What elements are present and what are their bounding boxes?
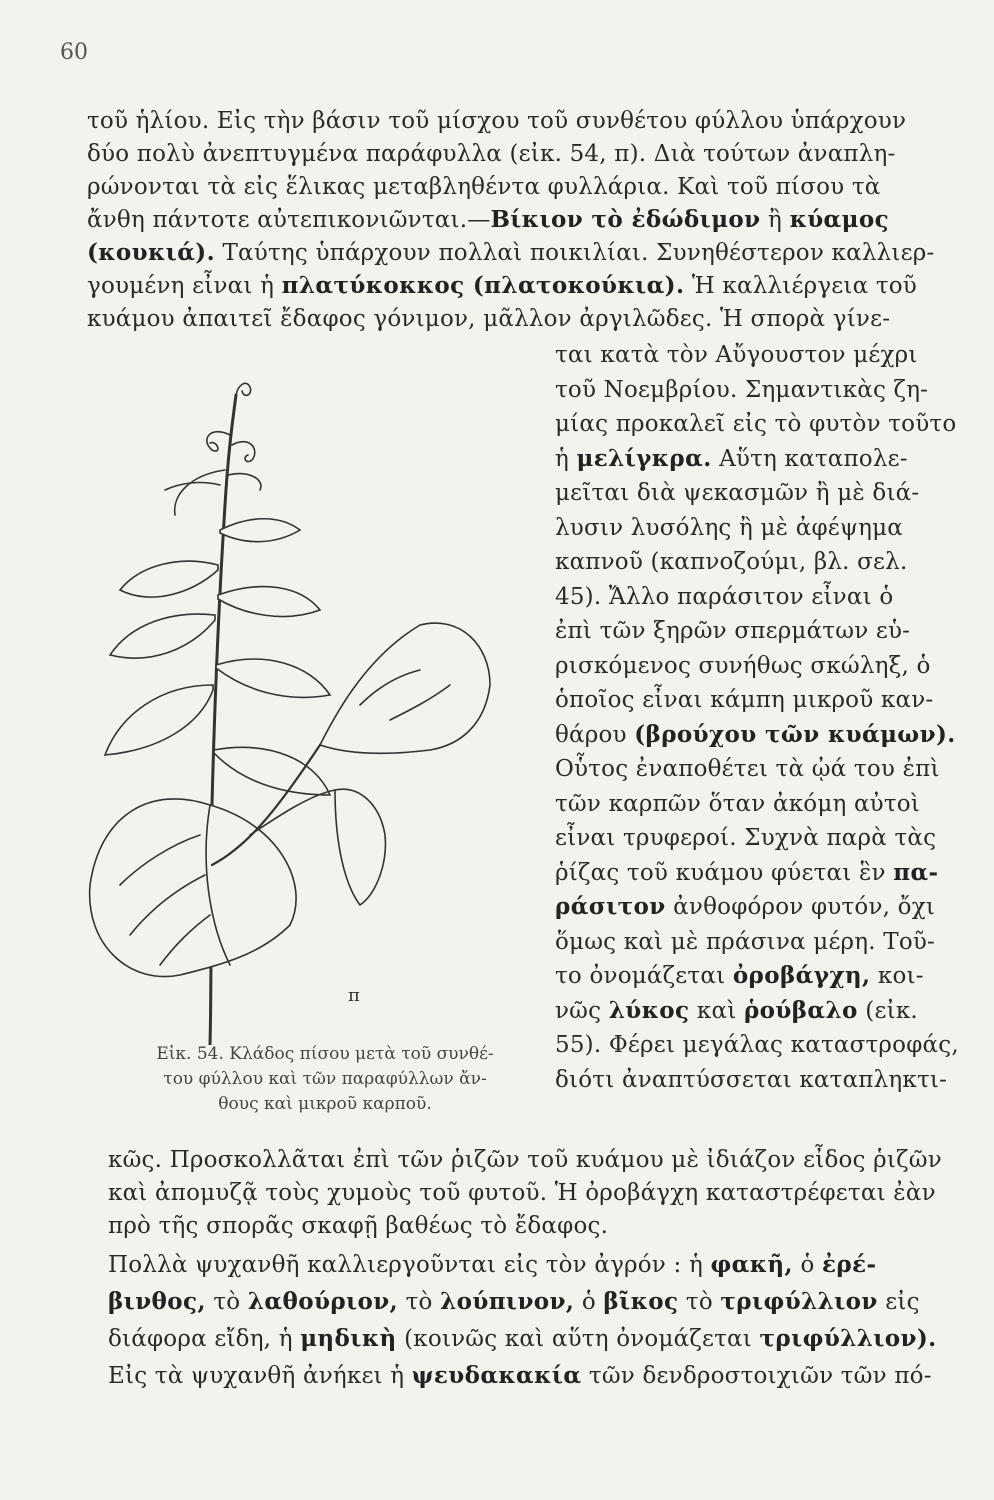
text-run: 55). Φέρει μεγάλας καταστροφάς, xyxy=(555,1032,959,1058)
text-run: θάρου xyxy=(555,721,635,748)
bold-term: λούπινον, xyxy=(440,1288,575,1315)
text-run: τὸ xyxy=(678,1289,721,1315)
text-run: ὅμως καὶ μὲ πράσινα μέρη. Τοῦ- xyxy=(555,928,936,955)
text-run: ρισκόμενος συνήθως σκώληξ, ὁ xyxy=(555,652,931,679)
text-run: διάφορα εἴδη, ἡ xyxy=(108,1326,301,1352)
bold-term: κύαμος xyxy=(789,206,890,233)
text-run: ἀνθοφόρον φυτόν, ὄχι xyxy=(665,894,936,920)
caption-line: θους καὶ μικροῦ καρποῦ. xyxy=(218,1094,432,1114)
bold-term: τριφύλλιον xyxy=(720,1288,878,1315)
bold-term: πλατύκοκκος (πλατοκούκια). xyxy=(281,272,685,299)
figure-pea-branch xyxy=(60,365,550,1045)
bold-term: ὀροβάγχη, xyxy=(732,962,871,989)
paragraph_bottom-line xyxy=(108,1145,968,1175)
column_right-line xyxy=(555,1065,975,1095)
column_right-line xyxy=(555,685,975,715)
bold-term: Βίκιον τὸ ἐδώδιμον xyxy=(490,206,761,233)
column_right-line xyxy=(555,858,975,888)
text-run: τοῦ ἡλίου. Εἰς τὴν βάσιν τοῦ μίσχου τοῦ συνθέτου φύλλου ὑπάρχουν xyxy=(87,108,907,134)
paragraph_last-line xyxy=(108,1287,968,1317)
caption-line: του φύλλου καὶ τῶν παραφύλλων ἄν- xyxy=(163,1069,487,1089)
text-run: (κοινῶς καὶ αὕτη ὀνομάζεται xyxy=(396,1326,760,1352)
text-run: ται κατὰ τὸν Αὔγουστον μέχρι xyxy=(555,342,918,368)
text-run: εἰς xyxy=(877,1289,920,1315)
bold-term: (κουκιά). xyxy=(87,239,215,266)
column_right-line xyxy=(555,340,975,370)
text-run: Ἡ καλλιέργεια τοῦ xyxy=(684,273,917,299)
text-run: εἶναι τρυφεροί. Συχνὰ παρὰ τὰς xyxy=(555,825,937,851)
text-run: ῥίζας τοῦ κυάμου φύεται ἓν xyxy=(555,859,894,886)
bold-term: πα- xyxy=(893,858,939,886)
column_right-line xyxy=(555,789,975,819)
paragraph1-line xyxy=(87,304,967,334)
column_right-line xyxy=(555,582,975,612)
text-run: ὁ xyxy=(574,1289,604,1315)
paragraph1-line xyxy=(87,271,967,301)
paragraph_last-line xyxy=(108,1361,968,1391)
bold-term: βινθος, xyxy=(108,1288,206,1315)
paragraph_bottom-line xyxy=(108,1178,968,1208)
text-run: δύο πολὺ ἀνεπτυγμένα παράφυλλα (εἰκ. 54, π). Διὰ τούτων ἀναπλη- xyxy=(87,141,896,167)
paragraph1-line xyxy=(87,238,967,268)
column_right-line xyxy=(555,478,975,508)
label-pi: π xyxy=(348,985,360,1006)
text-run: ἡ xyxy=(555,445,577,472)
column_right-line xyxy=(555,892,975,922)
paragraph_last-line xyxy=(108,1250,968,1280)
bold-term: μηδικὴ xyxy=(300,1325,397,1352)
text-run: 45). Ἄλλο παράσιτον εἶναι ὁ xyxy=(555,583,894,610)
bold-term: τριφύλλιον). xyxy=(759,1325,937,1352)
text-run: τοῦ Νοεμβρίου. Σημαντικὰς ζη- xyxy=(555,376,929,403)
column_right-line xyxy=(555,823,975,853)
text-run: ρώνονται τὰ εἰς ἕλικας μεταβληθέντα φυλλάρια. Καὶ τοῦ πίσου τὰ xyxy=(87,174,881,200)
column_right-line xyxy=(555,754,975,784)
bold-term: φακῆ, xyxy=(710,1251,793,1278)
bold-term: ῥούβαλο xyxy=(743,996,858,1024)
column_right-line xyxy=(555,409,975,439)
column_right-line xyxy=(555,927,975,957)
text-run: ἢ xyxy=(760,207,790,233)
pea-branch-illustration xyxy=(60,365,550,1045)
column_right-line xyxy=(555,513,975,543)
column_right-line xyxy=(555,375,975,405)
text-run: καὶ xyxy=(689,997,744,1024)
text-run: Οὗτος ἐναποθέτει τὰ ᾠά του ἐπὶ xyxy=(555,756,940,782)
text-run: μεῖται διὰ ψεκασμῶν ἢ μὲ διά- xyxy=(555,480,920,506)
paragraph1-line xyxy=(87,139,967,169)
text-run: το ὀνομάζεται xyxy=(555,963,733,989)
column_right-line xyxy=(555,444,975,474)
text-run: καπνοῦ (καπνοζούμι, βλ. σελ. xyxy=(555,549,908,575)
bold-term: λύκος xyxy=(608,996,690,1024)
bold-term: βῖκος xyxy=(603,1288,679,1315)
caption-line: Εἰκ. 54. Κλάδος πίσου μετὰ τοῦ συνθέ- xyxy=(156,1044,494,1064)
text-run: κυάμου ἀπαιτεῖ ἔδαφος γόνιμον, μᾶλλον ἀργιλῶδες. Ἡ σπορὰ γίνε- xyxy=(87,306,891,332)
paragraph1-line xyxy=(87,172,967,202)
column_right-line xyxy=(555,547,975,577)
bold-term: λαθούριον, xyxy=(247,1288,399,1315)
text-run: κῶς. Προσκολλᾶται ἐπὶ τῶν ῥιζῶν τοῦ κυάμου μὲ ἰδιάζον εἶδος ῥιζῶν xyxy=(108,1147,942,1173)
text-run: μίας προκαλεῖ εἰς τὸ φυτὸν τοῦτο xyxy=(555,411,957,437)
text-run: τὸ xyxy=(205,1289,248,1315)
text-run: πρὸ τῆς σπορᾶς σκαφῇ βαθέως τὸ ἔδαφος. xyxy=(108,1213,609,1239)
text-run: τῶν καρπῶν ὅταν ἀκόμη αὐτοὶ xyxy=(555,790,921,817)
bold-term: ράσιτον xyxy=(555,893,666,920)
text-run: ὁποῖος εἶναι κάμπη μικροῦ καν- xyxy=(555,687,934,713)
paragraph_last-line xyxy=(108,1324,968,1354)
column_right-line xyxy=(555,996,975,1026)
column_right-line xyxy=(555,1030,975,1060)
text-run: Αὕτη καταπολε- xyxy=(711,445,908,472)
text-run: λυσιν λυσόλης ἢ μὲ ἀφέψημα xyxy=(555,514,903,541)
text-run: διότι ἀναπτύσσεται καταπληκτι- xyxy=(555,1066,948,1093)
bold-term: ψευδακακία xyxy=(411,1362,582,1389)
text-run: καὶ ἀπομυζᾷ τοὺς χυμοὺς τοῦ φυτοῦ. Ἡ ὀροβάγχη καταστρέφεται ἐὰν xyxy=(108,1180,936,1206)
text-run: ἐπὶ τῶν ξηρῶν σπερμάτων εὑ- xyxy=(555,618,911,644)
text-run: ἄνθη πάντοτε αὐτεπικονιῶνται.— xyxy=(87,207,491,233)
paragraph1-line xyxy=(87,106,967,136)
bold-term: ἐρέ- xyxy=(822,1251,877,1278)
column_right-line xyxy=(555,961,975,991)
paragraph_bottom-line xyxy=(108,1211,968,1241)
column_right-line xyxy=(555,720,975,750)
column_right-line xyxy=(555,651,975,681)
figure-caption xyxy=(100,1042,550,1117)
text-run: κοι- xyxy=(870,963,924,989)
text-run: τῶν δενδροστοιχιῶν τῶν πό- xyxy=(581,1363,932,1389)
text-run: Εἰς τὰ ψυχανθῆ ἀνήκει ἡ xyxy=(108,1363,412,1389)
text-run: (εἰκ. xyxy=(857,997,918,1024)
text-run: γουμένη εἶναι ἡ xyxy=(87,273,282,299)
text-run: Ταύτης ὑπάρχουν πολλαὶ ποικιλίαι. Συνηθέστερον καλλιερ- xyxy=(214,240,935,266)
text-run: ὁ xyxy=(792,1252,823,1278)
text-run: νῶς xyxy=(555,997,609,1024)
paragraph1-line xyxy=(87,205,967,235)
page-number: 60 xyxy=(60,40,88,65)
column_right-line xyxy=(555,616,975,646)
text-run: Πολλὰ ψυχανθῆ καλλιεργοῦνται εἰς τὸν ἀγρόν : ἡ xyxy=(108,1252,711,1278)
bold-term: μελίγκρα. xyxy=(576,444,712,472)
text-run: τὸ xyxy=(398,1289,441,1315)
bold-term: (βρούχου τῶν κυάμων). xyxy=(634,720,956,748)
